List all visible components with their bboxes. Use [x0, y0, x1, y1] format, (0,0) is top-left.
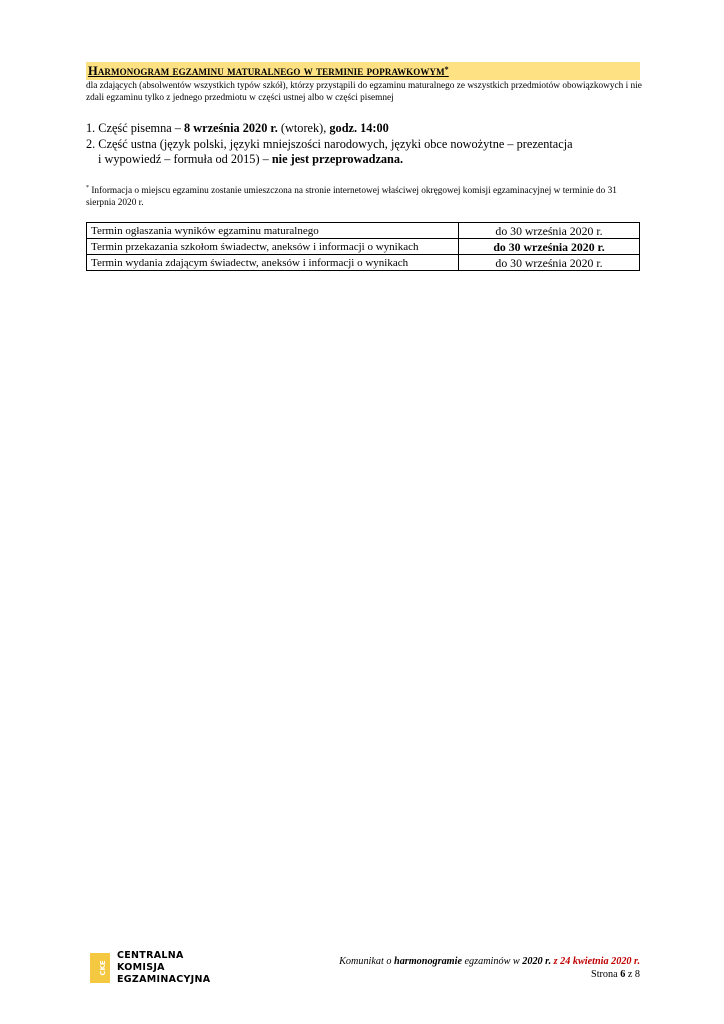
term-value: do 30 września 2020 r.	[459, 255, 640, 271]
footer-prefix: Komunikat o	[339, 956, 395, 967]
page-of: z 8	[625, 969, 640, 980]
oral-part-item-line2	[86, 152, 646, 168]
term-label: Termin ogłaszania wyników egzaminu maturalnego	[87, 223, 459, 239]
oral-note: nie jest przeprowadzana.	[271, 152, 404, 166]
page-number	[339, 968, 640, 981]
cke-logo	[90, 950, 230, 986]
footnote-text: Informacja o miejscu egzaminu zostanie umieszczona na stronie internetowej właściwej okręgowej komisji egzaminacyjnej w terminie do 31 sierpnia 2020 r.	[86, 186, 617, 209]
oral-line2-text: i wypowiedź – formuła od 2015) –	[98, 152, 272, 166]
page-footer	[339, 955, 640, 981]
term-value: do 30 września 2020 r.	[459, 223, 640, 239]
cke-logo-icon	[90, 953, 110, 983]
logo-line3: EGZAMINACYJNA	[117, 974, 211, 985]
table-row	[87, 223, 640, 239]
logo-mark-text: CKE	[99, 960, 107, 976]
title-text: Harmonogram egzaminu maturalnego w terminie poprawkowym	[88, 64, 445, 78]
page-label: Strona	[591, 969, 621, 980]
term-value: do 30 września 2020 r.	[459, 239, 640, 255]
page-subtitle: dla zdających (absolwentów wszystkich typów szkół), którzy przystąpili do egzaminu maturalnego ze wszystkich przedmiotów obowiązkowych i nie zdali egzaminu tylko z jednego przedmiotu w części ustnej albo w części pisemnej	[86, 81, 642, 103]
footnote-marker: *	[86, 185, 89, 191]
logo-line2: KOMISJA	[117, 962, 165, 973]
oral-part-item-line1: 2. Część ustna (język polski, języki mniejszości narodowych, języki obce nowożytne – prezentacja	[86, 136, 573, 151]
footer-date: z 24 kwietnia 2020 r.	[553, 956, 640, 967]
exam-parts-list	[86, 121, 646, 168]
footer-bold-word: harmonogramie	[394, 956, 462, 967]
written-prefix: 1. Część pisemna –	[86, 121, 185, 135]
footer-caption	[339, 955, 640, 968]
footnote	[86, 182, 646, 209]
page-num: 6	[620, 969, 626, 980]
title-banner	[86, 62, 640, 80]
footer-mid: egzaminów w	[461, 956, 523, 967]
term-label: Termin przekazania szkołom świadectw, aneksów i informacji o wynikach	[87, 239, 459, 255]
title-footnote-marker: *	[444, 65, 449, 74]
written-time: godz. 14:00	[329, 121, 389, 135]
table-row	[87, 239, 640, 255]
term-label: Termin wydania zdającym świadectw, aneksów i informacji o wynikach	[87, 255, 459, 271]
written-day: (wtorek),	[277, 121, 330, 135]
page-title	[88, 64, 449, 78]
logo-line1: CENTRALNA	[117, 950, 184, 961]
footer-year: 2020 r.	[522, 956, 552, 967]
written-date: 8 września 2020 r.	[184, 121, 278, 135]
logo-name	[117, 950, 210, 986]
table-row	[87, 255, 640, 271]
terms-table	[86, 222, 640, 271]
written-part-item	[86, 121, 646, 137]
